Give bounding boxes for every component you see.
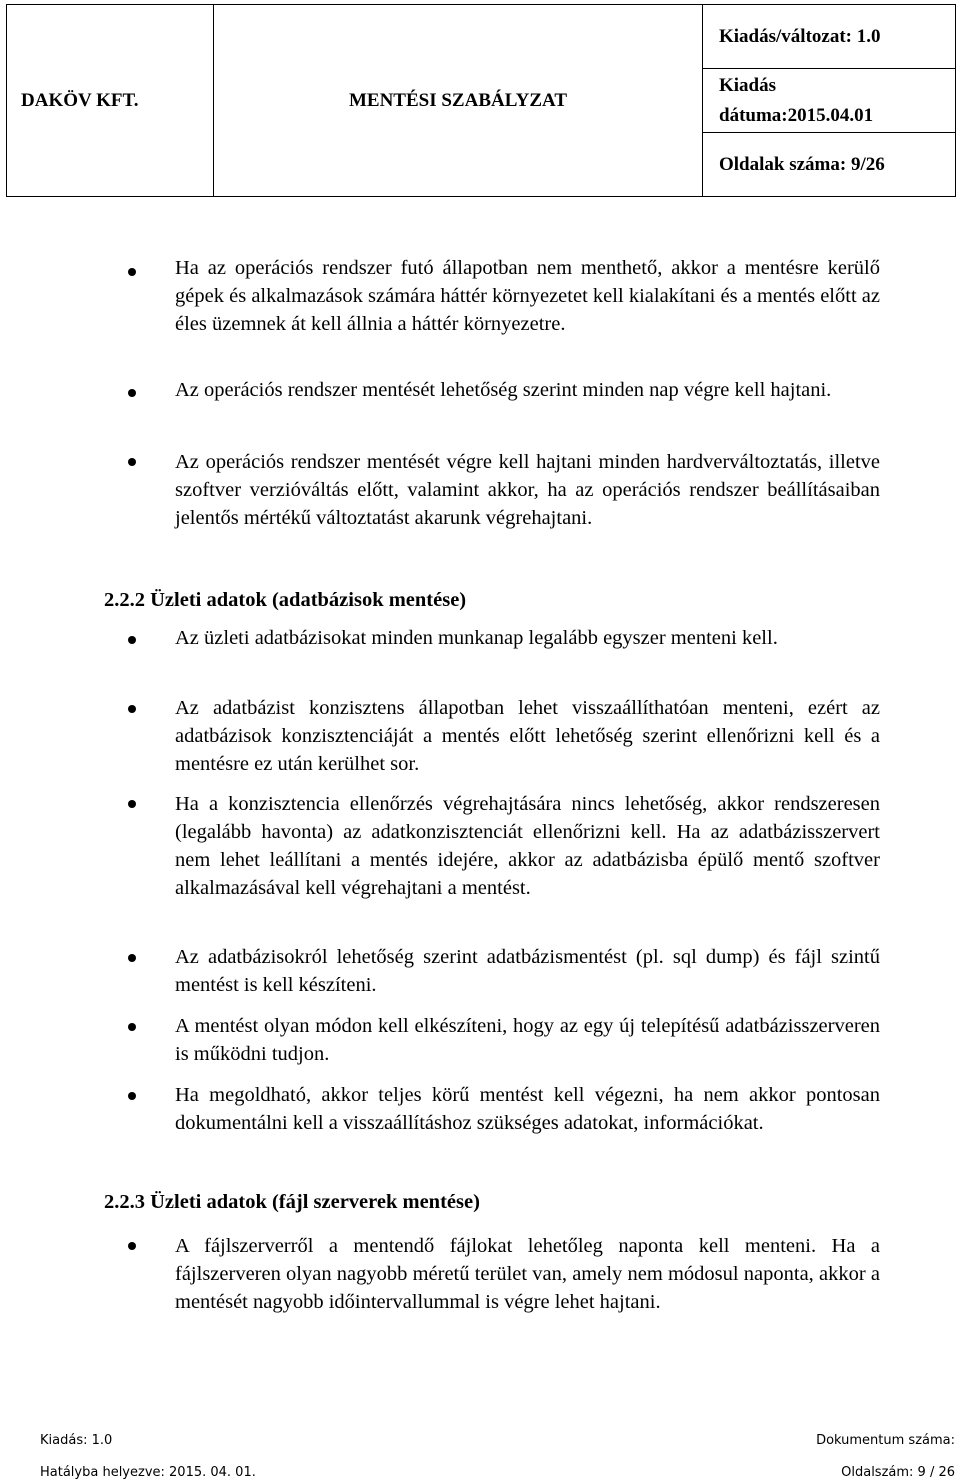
list-item: Az üzleti adatbázisokat minden munkanap legalább egyszer menteni kell. [175,627,778,649]
footer-doc-number: Dokumentum száma: [816,1433,955,1448]
document-title: MENTÉSI SZABÁLYZAT [214,5,703,197]
bullet-marker [128,636,136,644]
issue-label: Kiadás [719,74,777,96]
footer-issue: Kiadás: 1.0 [40,1433,113,1448]
list-item: Az operációs rendszer mentését lehetőség szerint minden nap végre kell hajtani. [175,379,832,401]
issue-date: dátuma:2015.04.01 [719,104,874,126]
list-item: Az adatbázist konzisztens állapotban lehet visszaállíthatóan menteni, ezért az adatbázisok konzisztenciáját a mentés előtt lehetőség szerint ellenőrizni kell és a mentésre ez után kerülhet sor. [175,697,880,775]
section-heading: 2.2.3 Üzleti adatok (fájl szerverek mentése) [104,1191,480,1213]
footer-page-number: Oldalszám: 9 / 26 [841,1465,955,1480]
footer-effective-date: Hatályba helyezve: 2015. 04. 01. [40,1465,256,1480]
bullet-marker [128,1023,136,1031]
list-item: Ha az operációs rendszer futó állapotban nem menthető, akkor a mentésre kerülő gépek és alkalmazások számára háttér környezetet kell kialakítani és a mentés előtt az éles üzemnek át kell állnia a háttér környezetre. [175,257,880,335]
list-item: Ha megoldható, akkor teljes körű mentést kell végezni, ha nem akkor pontosan dokumentálni kell a visszaállításhoz szükséges adatokat, információkat. [175,1084,880,1134]
list-item: Ha a konzisztencia ellenőrzés végrehajtására nincs lehetőség, akkor rendszeresen (legalább havonta) az adatkonzisztenciát ellenőrizni kell. Ha az adatbázisszervert nem lehet leállítani a mentés idejére, akkor az adatbázisba épülő mentő szoftver alkalmazásával kell végrehajtani a mentést. [175,793,880,899]
bullet-marker [128,458,136,466]
section-heading: 2.2.2 Üzleti adatok (adatbázisok mentése) [104,589,467,611]
company-name: DAKÖV KFT. [7,5,214,197]
list-item: A fájlszerverről a mentendő fájlokat lehetőleg naponta kell menteni. Ha a fájlszerveren olyan nagyobb méretű terület van, amely nem módosul naponta, akkor a mentését nagyobb időintervallummal is végre lehet hajtani. [175,1235,880,1313]
bullet-marker [128,1092,136,1100]
list-item: Az operációs rendszer mentését végre kell hajtani minden hardverváltoztatás, illetve szoftver verzióváltás előtt, valamint akkor, ha az operációs rendszer beállításaiban jelentős mértékű változtatást akarunk végrehajtani. [175,451,880,529]
list-item: Az adatbázisokról lehetőség szerint adatbázismentést (pl. sql dump) és fájl szintű mentést is kell készíteni. [175,946,880,996]
document-header [6,4,956,197]
bullet-marker [128,268,136,276]
version-cell: Kiadás/változat: 1.0 [703,5,956,69]
bullet-marker [128,800,136,808]
list-item: A mentést olyan módon kell elkészíteni, hogy az egy új telepítésű adatbázisszerveren is működni tudjon. [175,1015,880,1065]
bullet-marker [128,1242,136,1250]
issue-date-cell [703,69,956,133]
page-count-cell: Oldalak száma: 9/26 [703,133,956,197]
bullet-marker [128,705,136,713]
bullet-marker [128,954,136,962]
bullet-marker [128,389,136,397]
